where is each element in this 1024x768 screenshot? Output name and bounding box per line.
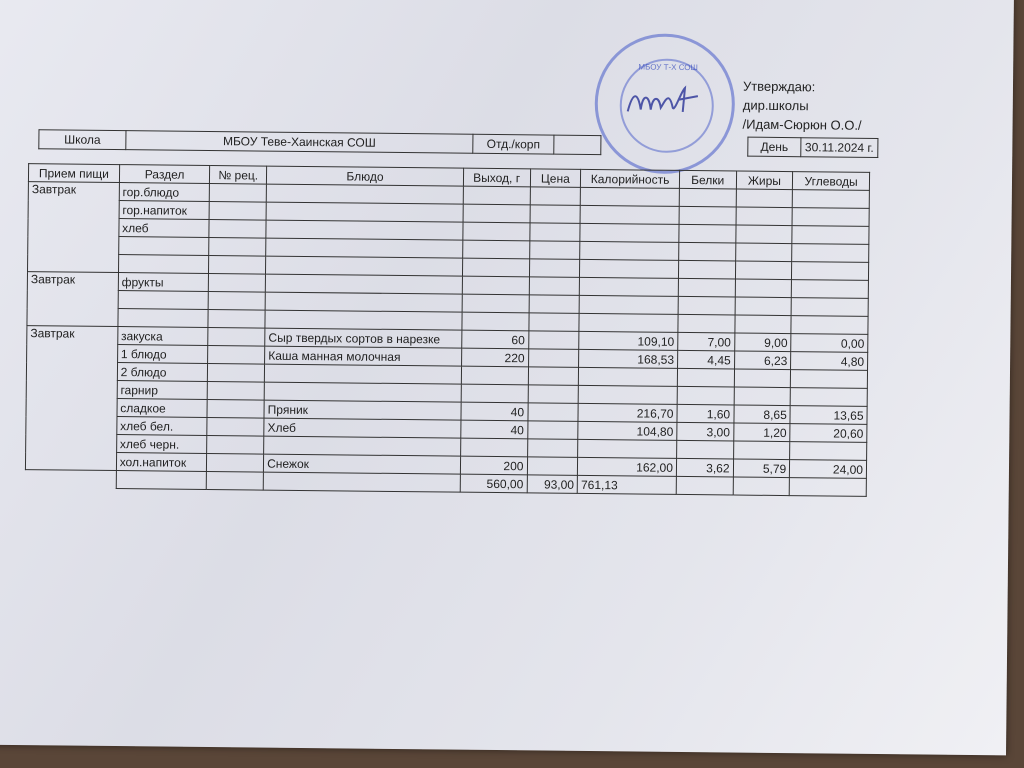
section-cell: сладкое [117, 399, 208, 418]
kcal-cell: 168,53 [579, 349, 678, 368]
kcal-cell [579, 367, 678, 386]
kcal-cell [580, 259, 679, 278]
kcal-cell [579, 295, 678, 314]
weight-cell [462, 312, 529, 331]
fat-cell: 8,65 [734, 405, 791, 424]
weight-cell [462, 240, 529, 259]
fat-cell [735, 225, 792, 244]
totals-blank-cell [733, 477, 790, 496]
dish-cell [265, 364, 462, 384]
dish-cell: Каша манная молочная [265, 346, 462, 366]
price-cell [528, 385, 579, 404]
dept-label: Отд./корп [473, 134, 554, 154]
total-price-cell: 93,00 [527, 475, 578, 494]
kcal-cell [580, 277, 679, 296]
protein-cell [677, 386, 734, 405]
totals-blank-cell [116, 471, 207, 490]
meal-cell: Завтрак [28, 182, 120, 273]
recipe-cell [209, 202, 266, 221]
total-kcal-cell: 761,13 [577, 475, 676, 494]
protein-cell: 1,60 [677, 404, 734, 423]
dish-cell [265, 274, 462, 294]
price-cell [528, 313, 579, 332]
weight-cell [463, 222, 530, 241]
weight-cell [461, 384, 528, 403]
carb-cell [791, 316, 868, 335]
section-cell: фрукты [118, 273, 209, 292]
weight-cell [462, 276, 529, 295]
fat-cell [735, 261, 792, 280]
section-cell: закуска [117, 327, 208, 346]
carb-cell: 0,00 [791, 334, 868, 353]
col-protein: Белки [679, 170, 736, 189]
carb-cell [791, 370, 868, 389]
carb-cell [790, 388, 867, 407]
protein-cell [679, 242, 736, 261]
price-cell [528, 331, 579, 350]
fat-cell [736, 189, 793, 208]
kcal-cell [579, 313, 678, 332]
fat-cell [734, 315, 791, 334]
dish-cell [266, 184, 463, 204]
protein-cell [678, 314, 735, 333]
protein-cell [678, 260, 735, 279]
recipe-cell [208, 381, 265, 400]
dish-cell [264, 436, 461, 456]
carb-cell [792, 190, 869, 209]
approval-line-3: /Идам-Сюрюн О.О./ [742, 116, 862, 133]
section-cell: хлеб бел. [117, 417, 208, 436]
dish-cell: Хлеб [264, 418, 461, 438]
section-cell [118, 255, 209, 274]
price-cell [527, 421, 578, 440]
dish-cell [266, 238, 463, 258]
kcal-cell: 216,70 [578, 403, 677, 422]
fat-cell [735, 243, 792, 262]
carb-cell: 20,60 [790, 424, 867, 443]
section-cell: 2 блюдо [117, 363, 208, 382]
kcal-cell [580, 205, 679, 224]
carb-cell [792, 280, 869, 299]
dish-cell: Снежок [264, 454, 461, 474]
weight-cell [462, 294, 529, 313]
protein-cell [679, 188, 736, 207]
section-cell: хлеб черн. [116, 435, 207, 454]
price-cell [529, 277, 580, 296]
totals-blank-cell [25, 470, 116, 489]
section-cell: 1 блюдо [117, 345, 208, 364]
recipe-cell [209, 255, 266, 274]
col-dish: Блюдо [267, 166, 464, 186]
section-cell: гор.блюдо [119, 183, 210, 202]
protein-cell: 3,62 [676, 458, 733, 477]
fat-cell: 6,23 [734, 351, 791, 370]
protein-cell: 7,00 [678, 332, 735, 351]
price-cell [529, 241, 580, 260]
kcal-cell [578, 385, 677, 404]
signature-icon [623, 81, 703, 122]
protein-cell [677, 368, 734, 387]
kcal-cell: 109,10 [579, 331, 678, 350]
dish-cell: Сыр твердых сортов в нарезке [265, 328, 462, 348]
price-cell [529, 259, 580, 278]
carb-cell [792, 262, 869, 281]
protein-cell: 4,45 [677, 350, 734, 369]
protein-cell [679, 206, 736, 225]
day-label: День [748, 137, 801, 157]
recipe-cell [208, 309, 265, 328]
col-recipe: № рец. [210, 166, 267, 185]
weight-cell [460, 438, 527, 457]
dish-cell [265, 310, 462, 330]
weight-cell: 220 [461, 348, 528, 367]
col-section: Раздел [119, 165, 210, 184]
section-cell [118, 237, 209, 256]
recipe-cell [207, 453, 264, 472]
carb-cell [791, 298, 868, 317]
weight-cell: 60 [461, 330, 528, 349]
weight-cell [463, 186, 530, 205]
col-carb: Углеводы [793, 172, 870, 191]
price-cell [527, 439, 578, 458]
protein-cell [678, 278, 735, 297]
menu-table [25, 163, 870, 497]
protein-cell [679, 224, 736, 243]
fat-cell: 5,79 [733, 459, 790, 478]
fat-cell [736, 207, 793, 226]
protein-cell: 3,00 [677, 422, 734, 441]
fat-cell [735, 297, 792, 316]
date-value: 30.11.2024 г. [801, 138, 878, 158]
dish-cell [266, 256, 463, 276]
totals-blank-cell [789, 478, 866, 497]
price-cell [530, 205, 581, 224]
recipe-cell [207, 435, 264, 454]
totals-blank-cell [263, 472, 460, 492]
fat-cell: 1,20 [733, 423, 790, 442]
carb-cell [790, 442, 867, 461]
stamp-text: МБОУ Т-Х СОШ [638, 62, 698, 73]
kcal-cell: 162,00 [578, 457, 677, 476]
weight-cell [463, 204, 530, 223]
recipe-cell [208, 291, 265, 310]
section-cell [118, 309, 209, 328]
approval-line-1: Утверждаю: [742, 78, 816, 95]
kcal-cell [580, 187, 679, 206]
totals-blank-cell [207, 471, 264, 490]
kcal-cell [580, 223, 679, 242]
kcal-cell [580, 241, 679, 260]
carb-cell [792, 244, 869, 263]
total-weight-cell: 560,00 [460, 474, 527, 493]
col-fat: Жиры [736, 171, 793, 190]
meal-cell: Завтрак [25, 326, 117, 471]
meal-cell: Завтрак [27, 272, 118, 327]
dish-cell [264, 382, 461, 402]
price-cell [529, 223, 580, 242]
totals-blank-cell [676, 476, 733, 495]
col-meal: Прием пищи [28, 164, 119, 183]
dish-cell [266, 202, 463, 222]
approval-block [742, 77, 862, 135]
weight-cell [461, 366, 528, 385]
col-kcal: Калорийность [581, 169, 680, 188]
fat-cell [734, 387, 791, 406]
approval-line-2: дир.школы [742, 97, 809, 114]
price-cell [530, 187, 581, 206]
price-cell [527, 457, 578, 476]
col-weight: Выход, г [463, 168, 530, 187]
section-cell [118, 291, 209, 310]
weight-cell [462, 258, 529, 277]
carb-cell: 24,00 [790, 460, 867, 479]
price-cell [527, 403, 578, 422]
price-cell [528, 367, 579, 386]
section-cell: хол.напиток [116, 453, 207, 472]
kcal-cell [578, 439, 677, 458]
protein-cell [678, 296, 735, 315]
kcal-cell: 104,80 [578, 421, 677, 440]
header-spacer [601, 136, 748, 157]
school-label: Школа [39, 130, 126, 150]
recipe-cell [207, 399, 264, 418]
recipe-cell [208, 345, 265, 364]
recipe-cell [210, 184, 267, 203]
recipe-cell [209, 220, 266, 239]
price-cell [529, 295, 580, 314]
section-cell: хлеб [119, 219, 210, 238]
recipe-cell [209, 273, 266, 292]
weight-cell: 40 [461, 420, 528, 439]
recipe-cell [208, 363, 265, 382]
carb-cell [792, 208, 869, 227]
fat-cell [734, 369, 791, 388]
fat-cell [733, 441, 790, 460]
fat-cell: 9,00 [734, 333, 791, 352]
carb-cell: 13,65 [790, 406, 867, 425]
section-cell: гарнир [117, 381, 208, 400]
recipe-cell [208, 327, 265, 346]
recipe-cell [209, 238, 266, 257]
school-name: МБОУ Теве-Хаинская СОШ [126, 131, 473, 154]
section-cell: гор.напиток [119, 201, 210, 220]
dish-cell [266, 220, 463, 240]
price-cell [528, 349, 579, 368]
weight-cell: 40 [461, 402, 528, 421]
dept-value [554, 135, 601, 154]
dish-cell [265, 292, 462, 312]
fat-cell [735, 279, 792, 298]
carb-cell [792, 226, 869, 245]
col-price: Цена [530, 169, 581, 188]
protein-cell [677, 440, 734, 459]
recipe-cell [207, 417, 264, 436]
carb-cell: 4,80 [791, 352, 868, 371]
weight-cell: 200 [460, 456, 527, 475]
dish-cell: Пряник [264, 400, 461, 420]
